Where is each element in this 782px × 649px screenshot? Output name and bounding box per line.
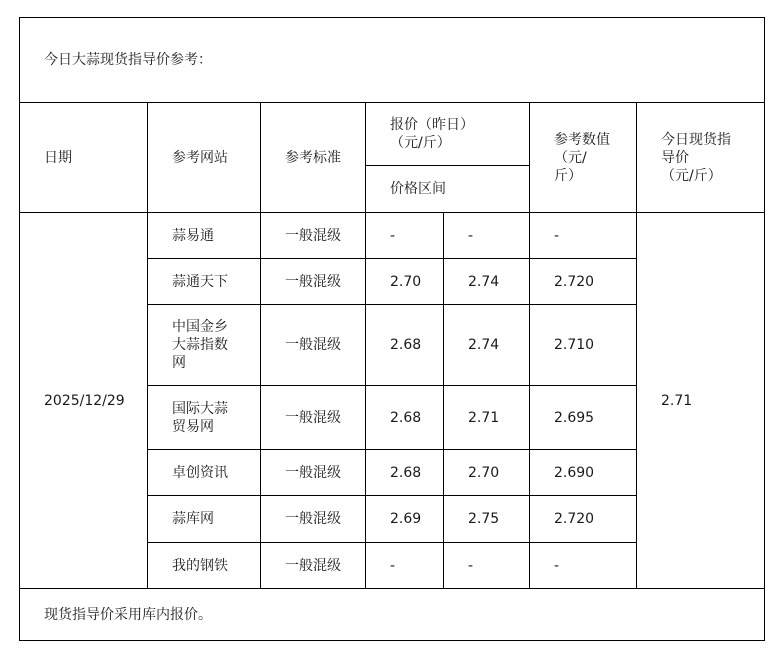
notice-row [20, 18, 765, 103]
low-price-cell: 2.70 [366, 259, 444, 305]
standard-cell: 一般混级 [261, 450, 366, 496]
low-price-cell: 2.68 [366, 305, 444, 386]
header-ref-value-line1: 参考数值 [554, 131, 610, 148]
header-site: 参考网站 [148, 103, 261, 213]
table-row [20, 213, 765, 259]
header-today-price-line1: 今日现货指 [661, 131, 731, 148]
low-price-cell: 2.68 [366, 450, 444, 496]
standard-cell: 一般混级 [261, 305, 366, 386]
ref-value-cell: 2.695 [530, 386, 637, 450]
site-name-line1: 国际大蒜 [172, 400, 228, 417]
header-yesterday-price-line2: （元/斤） [390, 135, 451, 151]
notice-text: 今日大蒜现货指导价参考： [20, 18, 765, 103]
header-today-price [637, 103, 765, 213]
footer-row [20, 589, 765, 641]
low-price-cell: 2.68 [366, 386, 444, 450]
high-price-cell: 2.74 [444, 305, 530, 386]
high-price-cell: 2.75 [444, 496, 530, 543]
header-row [20, 103, 765, 166]
site-cell [148, 386, 261, 450]
low-price-cell: - [366, 213, 444, 259]
high-price-cell: 2.74 [444, 259, 530, 305]
site-name: 蒜库网 [172, 511, 214, 527]
site-name-line2: 大蒜指数 [172, 337, 228, 353]
site-cell [148, 450, 261, 496]
header-today-price-line2: 导价 [661, 149, 689, 166]
site-cell [148, 259, 261, 305]
ref-value-cell: 2.720 [530, 496, 637, 543]
header-today-price-line3: （元/斤） [661, 167, 722, 184]
header-ref-value [530, 103, 637, 213]
ref-value-cell: - [530, 213, 637, 259]
header-price-range: 价格区间 [366, 166, 530, 213]
header-yesterday-price [366, 103, 530, 166]
site-name: 卓创资讯 [172, 464, 228, 481]
site-cell [148, 305, 261, 386]
high-price-cell: 2.70 [444, 450, 530, 496]
site-cell [148, 213, 261, 259]
garlic-price-table [19, 17, 765, 641]
low-price-cell: 2.69 [366, 496, 444, 543]
ref-value-cell: 2.710 [530, 305, 637, 386]
header-date: 日期 [20, 103, 148, 213]
date-cell: 2025/12/29 [20, 213, 148, 589]
low-price-cell: - [366, 543, 444, 589]
standard-cell: 一般混级 [261, 386, 366, 450]
standard-cell: 一般混级 [261, 259, 366, 305]
high-price-cell: - [444, 543, 530, 589]
ref-value-cell: - [530, 543, 637, 589]
standard-cell: 一般混级 [261, 543, 366, 589]
header-standard: 参考标准 [261, 103, 366, 213]
site-name-line2: 贸易网 [172, 418, 214, 435]
site-name: 蒜易通 [172, 227, 214, 244]
site-cell [148, 543, 261, 589]
header-ref-value-line3: 斤） [554, 167, 582, 184]
site-cell [148, 496, 261, 543]
ref-value-cell: 2.720 [530, 259, 637, 305]
site-name-line3: 网 [172, 355, 186, 371]
standard-cell: 一般混级 [261, 213, 366, 259]
ref-value-cell: 2.690 [530, 450, 637, 496]
header-yesterday-price-line1: 报价（昨日） [390, 117, 474, 133]
site-name: 我的钢铁 [172, 557, 228, 574]
header-ref-value-line2: （元/ [554, 149, 587, 166]
site-name-line1: 中国金乡 [172, 319, 228, 335]
site-name: 蒜通天下 [172, 273, 228, 290]
standard-cell: 一般混级 [261, 496, 366, 543]
today-price-cell: 2.71 [637, 213, 765, 589]
high-price-cell: - [444, 213, 530, 259]
high-price-cell: 2.71 [444, 386, 530, 450]
footer-note: 现货指导价采用库内报价。 [20, 589, 765, 641]
